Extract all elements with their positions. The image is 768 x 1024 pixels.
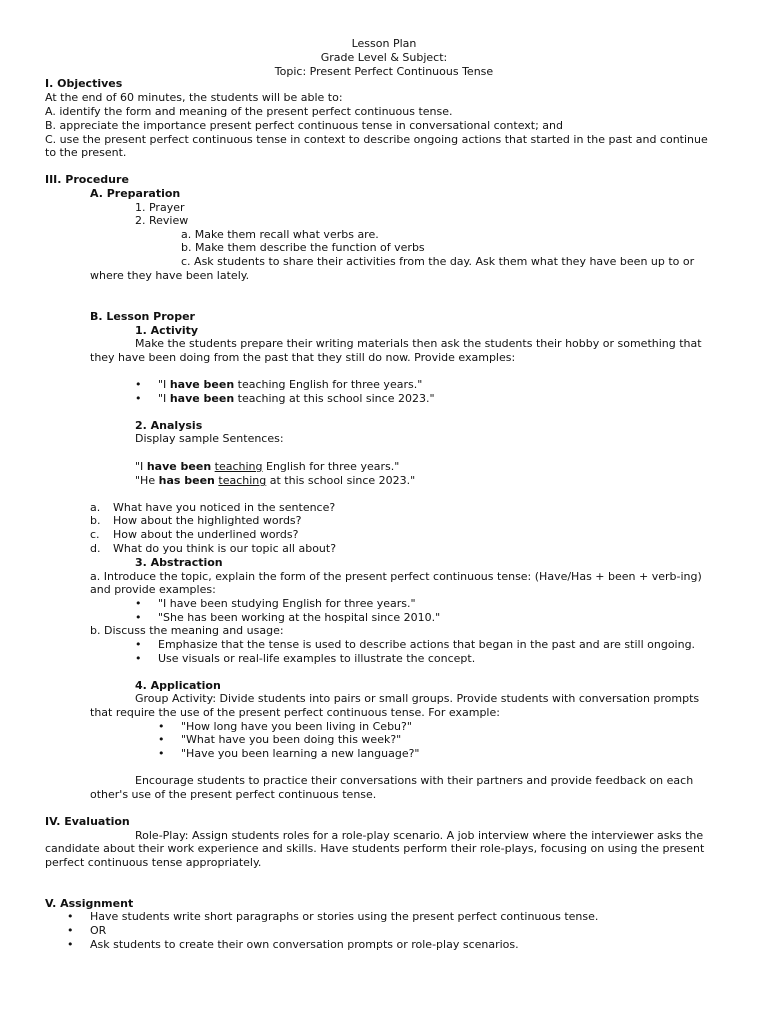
review-b: b. Make them describe the function of verbs	[181, 241, 425, 254]
assignment-item-1: Have students write short paragraphs or stories using the present perfect continuous tense.	[90, 910, 599, 923]
application-encourage: Encourage students to practice their conversations with their partners and provide feedback on each	[135, 774, 694, 787]
bullet-icon: •	[158, 733, 165, 746]
bullet-icon: •	[135, 392, 142, 405]
question-label: a.	[90, 501, 101, 514]
grade-level: Grade Level & Subject:	[320, 51, 448, 64]
lesson-proper-heading: B. Lesson Proper	[90, 310, 195, 323]
question-text: How about the highlighted words?	[113, 514, 302, 527]
question-text: What have you noticed in the sentence?	[113, 501, 336, 514]
bullet-icon: •	[135, 638, 142, 651]
abstraction-a: a. Introduce the topic, explain the form of the present perfect continuous tense: (Have/Has + been + verb-ing)	[90, 570, 702, 583]
sample-sentence-2: "He has been teaching at this school since 2023."	[135, 474, 416, 487]
prompt-3: "Have you been learning a new language?"	[181, 747, 420, 760]
question-text: What do you think is our topic all about?	[113, 542, 337, 555]
objective-c-cont: to the present.	[45, 146, 127, 159]
abstraction-example-1: "I have been studying English for three years."	[158, 597, 416, 610]
abstraction-b: b. Discuss the meaning and usage:	[90, 624, 284, 637]
bullet-icon: •	[67, 924, 74, 937]
objectives-intro: At the end of 60 minutes, the students will be able to:	[45, 91, 343, 104]
bullet-icon: •	[158, 720, 165, 733]
prompt-2: "What have you been doing this week?"	[181, 733, 402, 746]
abstraction-b-2: Use visuals or real-life examples to illustrate the concept.	[158, 652, 476, 665]
bullet-icon: •	[135, 378, 142, 391]
bullet-icon: •	[158, 747, 165, 760]
preparation-heading: A. Preparation	[90, 187, 181, 200]
question-label: c.	[90, 528, 100, 541]
objective-c: C. use the present perfect continuous tense in context to describe ongoing actions that started in the past and continue	[45, 133, 708, 146]
review-c: c. Ask students to share their activities from the day. Ask them what they have been up to or	[181, 255, 695, 268]
objectives-heading: I. Objectives	[45, 77, 123, 90]
abstraction-example-2: "She has been working at the hospital since 2010."	[158, 611, 441, 624]
analysis-display: Display sample Sentences:	[135, 432, 284, 445]
activity-text-cont: they have been doing from the past that they still do now. Provide examples:	[90, 351, 516, 364]
application-text-cont: that require the use of the present perfect continuous tense. For example:	[90, 706, 500, 719]
procedure-heading: III. Procedure	[45, 173, 129, 186]
prompt-1: "How long have you been living in Cebu?"	[181, 720, 412, 733]
sample-sentence-1: "I have been teaching English for three years."	[135, 460, 400, 473]
doc-title: Lesson Plan	[351, 37, 417, 50]
abstraction-a-cont: and provide examples:	[90, 583, 216, 596]
evaluation-text-cont: candidate about their work experience and skills. Have students perform their role-plays, focusing on using the present	[45, 842, 705, 855]
prayer-item: 1. Prayer	[135, 201, 185, 214]
objective-b: B. appreciate the importance present perfect continuous tense in conversational context; and	[45, 119, 563, 132]
application-heading: 4. Application	[135, 679, 221, 692]
topic-line: Topic: Present Perfect Continuous Tense	[274, 65, 494, 78]
activity-example-1: "I have been teaching English for three years."	[158, 378, 423, 391]
bullet-icon: •	[135, 611, 142, 624]
review-item: 2. Review	[135, 214, 189, 227]
review-a: a. Make them recall what verbs are.	[181, 228, 379, 241]
analysis-heading: 2. Analysis	[135, 419, 203, 432]
application-encourage-cont: other's use of the present perfect continuous tense.	[90, 788, 377, 801]
assignment-heading: V. Assignment	[45, 897, 134, 910]
abstraction-b-1: Emphasize that the tense is used to describe actions that began in the past and are still ongoing.	[158, 638, 696, 651]
review-c-cont: where they have been lately.	[90, 269, 250, 282]
bullet-icon: •	[135, 597, 142, 610]
activity-example-2: "I have been teaching at this school since 2023."	[158, 392, 435, 405]
bullet-icon: •	[135, 652, 142, 665]
abstraction-heading: 3. Abstraction	[135, 556, 223, 569]
bullet-icon: •	[67, 910, 74, 923]
evaluation-heading: IV. Evaluation	[45, 815, 130, 828]
question-text: How about the underlined words?	[113, 528, 299, 541]
activity-text: Make the students prepare their writing materials then ask the students their hobby or something that	[135, 337, 702, 350]
question-label: d.	[90, 542, 101, 555]
application-text: Group Activity: Divide students into pairs or small groups. Provide students with conversation prompts	[135, 692, 700, 705]
bullet-icon: •	[67, 938, 74, 951]
question-label: b.	[90, 514, 101, 527]
activity-heading: 1. Activity	[135, 324, 199, 337]
assignment-item-3: Ask students to create their own conversation prompts or role-play scenarios.	[90, 938, 519, 951]
evaluation-text: Role-Play: Assign students roles for a role-play scenario. A job interview where the interviewer asks the	[135, 829, 704, 842]
objective-a: A. identify the form and meaning of the present perfect continuous tense.	[45, 105, 453, 118]
evaluation-text-cont2: perfect continuous tense appropriately.	[45, 856, 262, 869]
assignment-item-2: OR	[90, 924, 107, 937]
